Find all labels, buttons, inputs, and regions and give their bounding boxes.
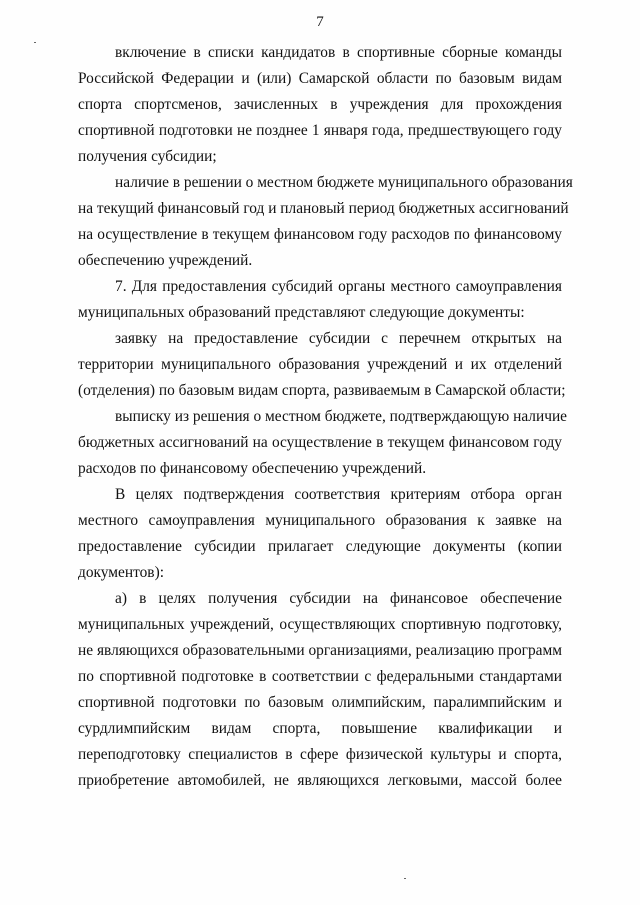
text-line: территории муниципального образования учреждений и их отделений (78, 356, 562, 373)
text-line: документов): (78, 564, 164, 581)
paragraph (78, 170, 573, 274)
text-line: В целях подтверждения соответствия критериям отбора орган (115, 486, 562, 503)
text-line: расходов по финансовому обеспечению учреждений. (78, 460, 427, 477)
text-line: муниципальных образований представляют следующие документы: (78, 304, 525, 321)
text-line: 7. Для предоставления субсидий органы местного самоуправления (115, 278, 562, 295)
scan-speck (34, 42, 36, 43)
text-line: спортивной подготовки не позднее 1 января года, предшествующего году (78, 122, 562, 139)
text-line: муниципальных учреждений, осуществляющих спортивную подготовку, (78, 616, 562, 633)
text-line: на текущий финансовый год и плановый период бюджетных ассигнований (78, 200, 569, 217)
text-line: обеспечению учреждений. (78, 252, 253, 269)
text-line: получения субсидии; (78, 148, 217, 165)
text-line: заявку на предоставление субсидии с перечнем открытых на (115, 330, 562, 347)
paragraph (78, 586, 562, 794)
paragraph (78, 326, 566, 404)
scan-speck (404, 878, 406, 879)
paragraph (78, 274, 562, 326)
text-line: а) в целях получения субсидии на финансовое обеспечение (115, 590, 562, 607)
text-line: спортивной подготовки по базовым олимпийским, паралимпийским и (78, 694, 562, 711)
text-line: переподготовку специалистов в сфере физической культуры и спорта, (78, 746, 562, 763)
text-line: предоставление субсидии прилагает следующие документы (копии (78, 538, 562, 555)
paragraph (78, 482, 562, 586)
page-number: 7 (316, 14, 324, 30)
text-line: приобретение автомобилей, не являющихся легковыми, массой более (78, 772, 562, 789)
text-line: не являющихся образовательными организациями, реализацию программ (78, 642, 562, 659)
paragraph (78, 404, 568, 482)
text-line: Российской Федерации и (или) Самарской области по базовым видам (78, 70, 562, 87)
document-body (78, 40, 573, 794)
text-line: на осуществление в текущем финансовом году расходов по финансовому (78, 226, 562, 243)
text-line: местного самоуправления муниципального образования к заявке на (78, 512, 562, 529)
text-line: наличие в решении о местном бюджете муниципального образования (115, 174, 573, 191)
text-line: (отделения) по базовым видам спорта, развиваемым в Самарской области; (78, 382, 566, 399)
text-line: бюджетных ассигнований на осуществление в текущем финансовом году (78, 434, 562, 451)
paragraph (78, 40, 562, 170)
text-line: включение в списки кандидатов в спортивные сборные команды (115, 44, 562, 61)
text-line: сурдлимпийским видам спорта, повышение квалификации и (78, 720, 562, 737)
text-line: выписку из решения о местном бюджете, подтверждающую наличие (115, 408, 568, 425)
text-line: по спортивной подготовке в соответствии с федеральными стандартами (78, 668, 562, 685)
text-line: спорта спортсменов, зачисленных в учреждения для прохождения (78, 96, 562, 113)
